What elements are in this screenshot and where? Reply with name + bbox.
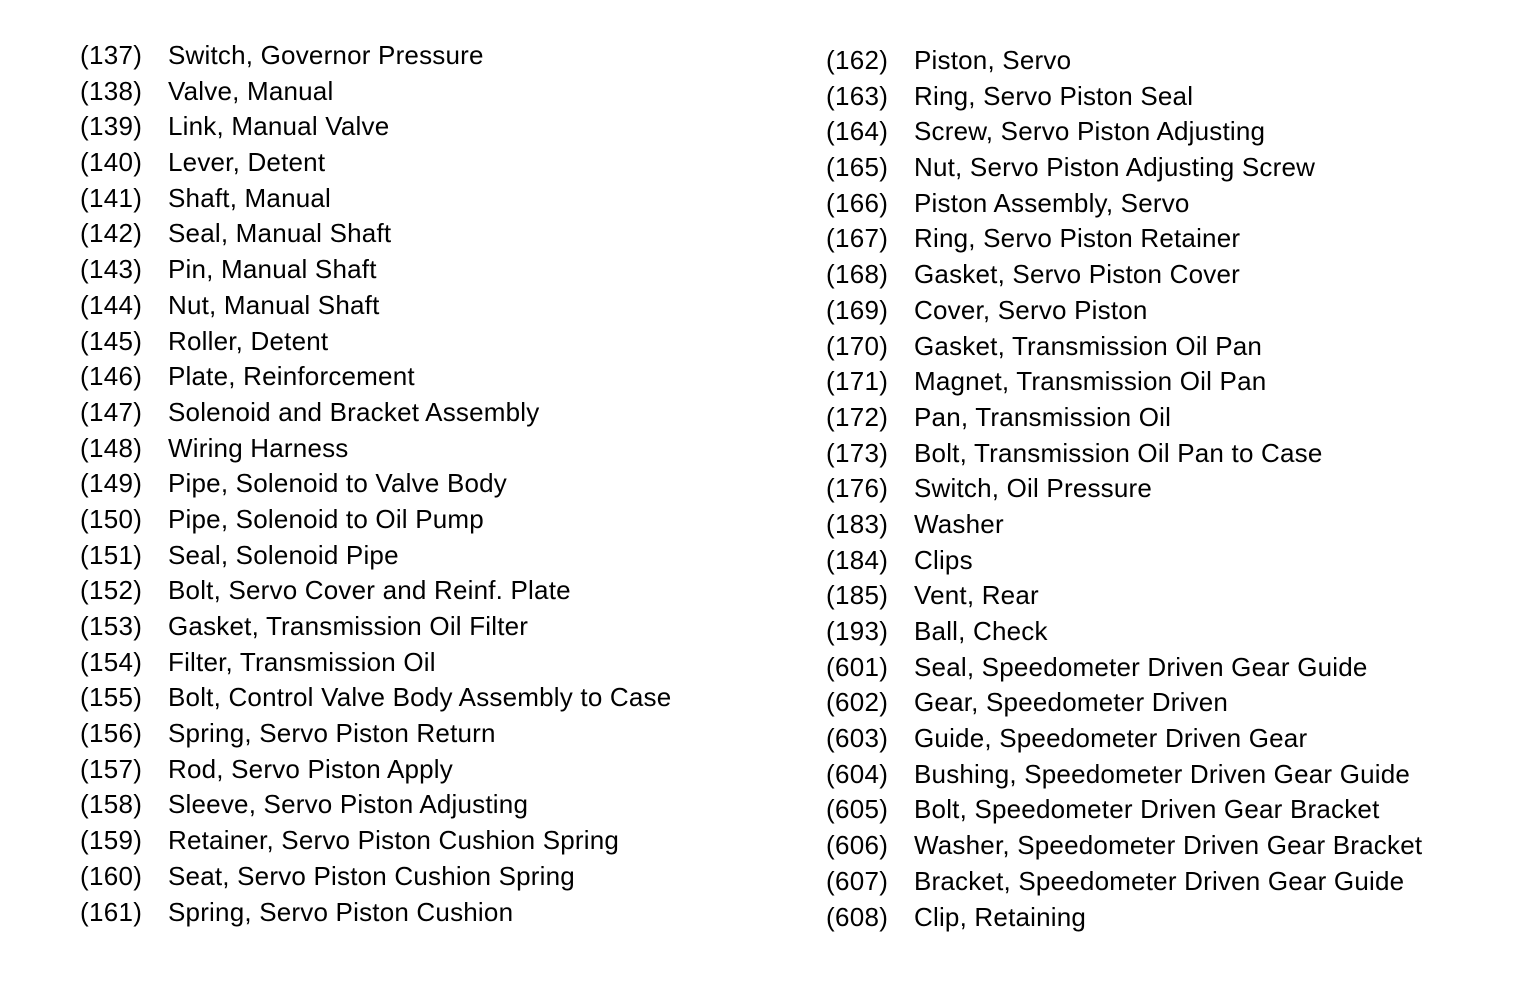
list-item xyxy=(826,614,1422,650)
list-item xyxy=(826,79,1422,115)
item-description: Seal, Manual Shaft xyxy=(168,218,392,249)
item-description: Pin, Manual Shaft xyxy=(168,254,377,285)
list-item xyxy=(80,252,671,288)
list-item xyxy=(826,757,1422,793)
item-reference-number: (604) xyxy=(826,758,889,789)
item-reference-number: (173) xyxy=(826,437,889,468)
item-description: Bracket, Speedometer Driven Gear Guide xyxy=(914,865,1405,896)
item-description: Solenoid and Bracket Assembly xyxy=(168,396,540,427)
list-item xyxy=(826,186,1422,222)
item-reference-number: (149) xyxy=(80,468,143,499)
item-description: Piston, Servo xyxy=(914,45,1072,75)
list-item xyxy=(80,181,671,217)
item-reference-number: (167) xyxy=(826,223,889,254)
item-reference-number: (170) xyxy=(826,330,889,361)
list-item xyxy=(826,828,1422,864)
item-description: Wiring Harness xyxy=(168,432,349,463)
item-description: Guide, Speedometer Driven Gear xyxy=(914,723,1308,754)
item-description: Bolt, Transmission Oil Pan to Case xyxy=(914,437,1323,468)
list-item xyxy=(80,645,671,681)
item-reference-number: (156) xyxy=(80,718,143,749)
item-description: Sleeve, Servo Piston Adjusting xyxy=(168,789,529,820)
item-description: Bolt, Servo Cover and Reinf. Plate xyxy=(168,575,571,606)
item-description: Ball, Check xyxy=(914,616,1048,646)
item-description: Gasket, Transmission Oil Pan xyxy=(914,330,1263,361)
item-reference-number: (144) xyxy=(80,289,143,320)
item-description: Nut, Servo Piston Adjusting Screw xyxy=(914,152,1316,183)
item-reference-number: (168) xyxy=(826,259,889,290)
item-reference-number: (608) xyxy=(826,901,889,932)
list-item xyxy=(826,578,1422,614)
parts-list-right-column xyxy=(826,43,1422,935)
list-item xyxy=(80,716,671,752)
item-reference-number: (183) xyxy=(826,508,889,539)
item-reference-number: (151) xyxy=(80,539,143,570)
parts-list-left-column xyxy=(80,38,671,930)
item-reference-number: (140) xyxy=(80,147,143,178)
item-description: Washer xyxy=(914,508,1004,539)
item-description: Magnet, Transmission Oil Pan xyxy=(914,366,1267,397)
item-reference-number: (155) xyxy=(80,682,143,713)
list-item xyxy=(826,864,1422,900)
item-description: Switch, Governor Pressure xyxy=(168,40,484,70)
item-reference-number: (154) xyxy=(80,646,143,677)
list-item xyxy=(826,721,1422,757)
item-description: Spring, Servo Piston Cushion xyxy=(168,896,514,927)
item-reference-number: (159) xyxy=(80,825,143,856)
item-reference-number: (602) xyxy=(826,687,889,718)
item-reference-number: (603) xyxy=(826,723,889,754)
list-item xyxy=(80,431,671,467)
item-reference-number: (193) xyxy=(826,616,889,646)
item-reference-number: (164) xyxy=(826,116,889,147)
item-description: Valve, Manual xyxy=(168,75,334,106)
item-description: Seal, Solenoid Pipe xyxy=(168,539,399,570)
item-description: Ring, Servo Piston Seal xyxy=(914,80,1194,111)
item-description: Seat, Servo Piston Cushion Spring xyxy=(168,860,575,891)
item-reference-number: (143) xyxy=(80,254,143,285)
item-reference-number: (171) xyxy=(826,366,889,397)
item-description: Switch, Oil Pressure xyxy=(914,473,1153,504)
item-description: Bolt, Speedometer Driven Gear Bracket xyxy=(914,794,1380,825)
list-item xyxy=(80,752,671,788)
list-item xyxy=(826,114,1422,150)
item-reference-number: (165) xyxy=(826,152,889,183)
list-item xyxy=(826,507,1422,543)
list-item xyxy=(826,543,1422,579)
list-item xyxy=(80,502,671,538)
item-description: Pipe, Solenoid to Oil Pump xyxy=(168,503,484,534)
item-description: Filter, Transmission Oil xyxy=(168,646,436,677)
list-item xyxy=(826,900,1422,936)
list-item xyxy=(80,573,671,609)
item-description: Gear, Speedometer Driven xyxy=(914,687,1229,718)
list-item xyxy=(826,471,1422,507)
item-reference-number: (139) xyxy=(80,111,143,142)
item-reference-number: (148) xyxy=(80,432,143,463)
item-description: Rod, Servo Piston Apply xyxy=(168,753,453,784)
list-item xyxy=(80,288,671,324)
list-item xyxy=(826,364,1422,400)
item-reference-number: (161) xyxy=(80,896,143,927)
list-item xyxy=(80,538,671,574)
item-description: Washer, Speedometer Driven Gear Bracket xyxy=(914,830,1423,861)
item-reference-number: (150) xyxy=(80,503,143,534)
list-item xyxy=(80,395,671,431)
item-reference-number: (153) xyxy=(80,611,143,641)
item-reference-number: (169) xyxy=(826,294,889,325)
list-item xyxy=(80,609,671,645)
list-item xyxy=(80,216,671,252)
item-reference-number: (605) xyxy=(826,794,889,825)
item-description: Spring, Servo Piston Return xyxy=(168,718,496,749)
list-item xyxy=(826,792,1422,828)
item-reference-number: (147) xyxy=(80,396,143,427)
item-reference-number: (601) xyxy=(826,651,889,682)
item-reference-number: (142) xyxy=(80,218,143,249)
list-item xyxy=(826,436,1422,472)
item-description: Plate, Reinforcement xyxy=(168,361,415,392)
item-reference-number: (146) xyxy=(80,361,143,392)
item-description: Lever, Detent xyxy=(168,147,326,178)
item-description: Piston Assembly, Servo xyxy=(914,187,1190,218)
list-item xyxy=(80,823,671,859)
item-description: Clip, Retaining xyxy=(914,901,1087,932)
item-reference-number: (137) xyxy=(80,40,143,70)
item-description: Shaft, Manual xyxy=(168,182,332,213)
item-description: Retainer, Servo Piston Cushion Spring xyxy=(168,825,620,856)
item-reference-number: (138) xyxy=(80,75,143,106)
list-item xyxy=(826,400,1422,436)
list-item xyxy=(80,359,671,395)
item-reference-number: (145) xyxy=(80,325,143,356)
list-item xyxy=(826,43,1422,79)
list-item xyxy=(80,109,671,145)
list-item xyxy=(80,680,671,716)
item-description: Ring, Servo Piston Retainer xyxy=(914,223,1241,254)
item-description: Seal, Speedometer Driven Gear Guide xyxy=(914,651,1368,682)
item-description: Screw, Servo Piston Adjusting xyxy=(914,116,1266,147)
item-reference-number: (158) xyxy=(80,789,143,820)
item-description: Roller, Detent xyxy=(168,325,329,356)
list-item xyxy=(826,685,1422,721)
item-reference-number: (162) xyxy=(826,45,889,75)
item-reference-number: (157) xyxy=(80,753,143,784)
item-description: Clips xyxy=(914,544,973,575)
item-reference-number: (607) xyxy=(826,865,889,896)
item-description: Pan, Transmission Oil xyxy=(914,401,1172,432)
item-reference-number: (176) xyxy=(826,473,889,504)
list-item xyxy=(826,257,1422,293)
list-item xyxy=(826,293,1422,329)
list-item xyxy=(826,150,1422,186)
list-item xyxy=(80,74,671,110)
list-item xyxy=(80,145,671,181)
list-item xyxy=(80,859,671,895)
list-item xyxy=(80,324,671,360)
item-description: Bolt, Control Valve Body Assembly to Case xyxy=(168,682,672,713)
item-description: Link, Manual Valve xyxy=(168,111,390,142)
item-reference-number: (185) xyxy=(826,580,889,611)
item-description: Nut, Manual Shaft xyxy=(168,289,380,320)
item-description: Vent, Rear xyxy=(914,580,1039,611)
item-reference-number: (166) xyxy=(826,187,889,218)
item-reference-number: (141) xyxy=(80,182,143,213)
item-description: Gasket, Transmission Oil Filter xyxy=(168,611,529,641)
item-reference-number: (160) xyxy=(80,860,143,891)
item-reference-number: (172) xyxy=(826,401,889,432)
item-reference-number: (606) xyxy=(826,830,889,861)
list-item xyxy=(826,221,1422,257)
list-item xyxy=(80,787,671,823)
list-item xyxy=(80,895,671,931)
item-reference-number: (184) xyxy=(826,544,889,575)
item-description: Cover, Servo Piston xyxy=(914,294,1148,325)
item-reference-number: (163) xyxy=(826,80,889,111)
item-reference-number: (152) xyxy=(80,575,143,606)
item-description: Pipe, Solenoid to Valve Body xyxy=(168,468,508,499)
list-item xyxy=(80,466,671,502)
list-item xyxy=(826,329,1422,365)
list-item xyxy=(80,38,671,74)
item-description: Bushing, Speedometer Driven Gear Guide xyxy=(914,758,1411,789)
list-item xyxy=(826,650,1422,686)
item-description: Gasket, Servo Piston Cover xyxy=(914,259,1240,290)
